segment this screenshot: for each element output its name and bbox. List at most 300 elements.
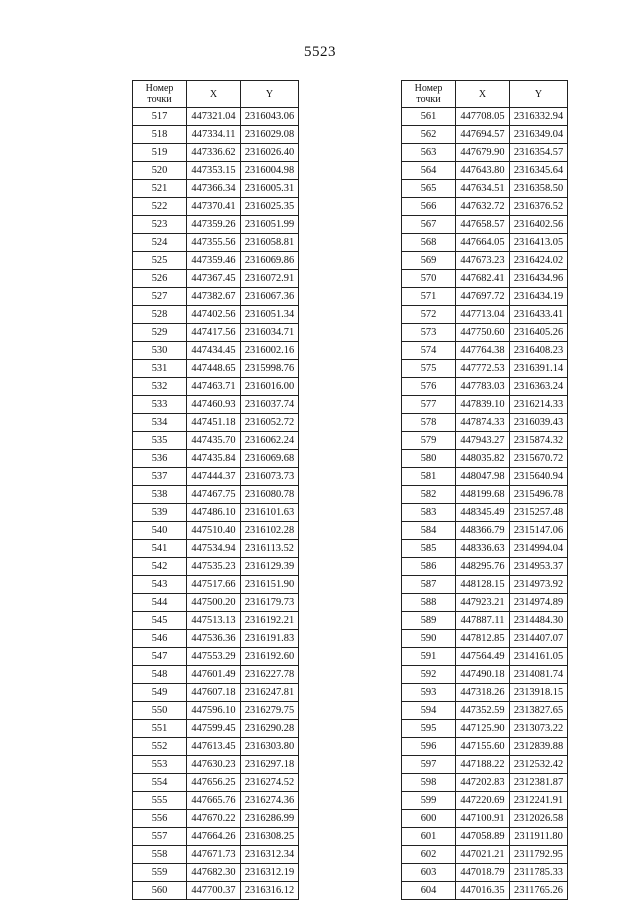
cell-y: 2315874.32 [510,432,568,450]
table-row [133,792,299,810]
cell-point-number: 564 [402,162,456,180]
table-row [402,198,568,216]
table-row [133,468,299,486]
cell-point-number: 583 [402,504,456,522]
cell-y: 2316312.34 [241,846,299,864]
cell-x: 447596.10 [187,702,241,720]
cell-y: 2316002.16 [241,342,299,360]
page-number: 5523 [304,44,336,60]
cell-y: 2314953.37 [510,558,568,576]
table-row [133,576,299,594]
cell-x: 447673.23 [456,252,510,270]
cell-x: 447417.56 [187,324,241,342]
cell-x: 447682.30 [187,864,241,882]
table-row [133,432,299,450]
cell-x: 447601.49 [187,666,241,684]
cell-point-number: 529 [133,324,187,342]
table-row [402,684,568,702]
cell-point-number: 559 [133,864,187,882]
cell-y: 2316349.04 [510,126,568,144]
cell-x: 448366.79 [456,522,510,540]
cell-y: 2316037.74 [241,396,299,414]
table-row [402,342,568,360]
table-row [133,828,299,846]
cell-y: 2311785.33 [510,864,568,882]
cell-point-number: 520 [133,162,187,180]
cell-x: 447460.93 [187,396,241,414]
cell-y: 2315257.48 [510,504,568,522]
table-row [133,774,299,792]
cell-y: 2316025.35 [241,198,299,216]
cell-y: 2316354.57 [510,144,568,162]
table-row [133,216,299,234]
cell-y: 2316029.08 [241,126,299,144]
cell-point-number: 570 [402,270,456,288]
table-row [133,144,299,162]
cell-y: 2316005.31 [241,180,299,198]
cell-x: 447517.66 [187,576,241,594]
table-row [133,324,299,342]
table-row [133,198,299,216]
table-row [402,738,568,756]
cell-x: 447656.25 [187,774,241,792]
cell-y: 2316052.72 [241,414,299,432]
cell-x: 447100.91 [456,810,510,828]
cell-x: 447664.05 [456,234,510,252]
cell-y: 2316424.02 [510,252,568,270]
cell-x: 447463.71 [187,378,241,396]
cell-point-number: 523 [133,216,187,234]
cell-point-number: 596 [402,738,456,756]
cell-x: 448345.49 [456,504,510,522]
cell-y: 2316316.12 [241,882,299,900]
table-row [402,162,568,180]
table-row [402,468,568,486]
cell-x: 447435.84 [187,450,241,468]
table-row [133,810,299,828]
cell-point-number: 563 [402,144,456,162]
table-row [133,342,299,360]
cell-point-number: 519 [133,144,187,162]
cell-point-number: 591 [402,648,456,666]
cell-point-number: 527 [133,288,187,306]
cell-x: 447700.37 [187,882,241,900]
cell-x: 447486.10 [187,504,241,522]
table-row [402,486,568,504]
cell-point-number: 598 [402,774,456,792]
cell-x: 447634.51 [456,180,510,198]
table-row [402,288,568,306]
cell-point-number: 550 [133,702,187,720]
cell-x: 447353.15 [187,162,241,180]
cell-x: 447630.23 [187,756,241,774]
table-row [402,576,568,594]
cell-point-number: 595 [402,720,456,738]
cell-y: 2315998.76 [241,360,299,378]
table-row [133,450,299,468]
cell-point-number: 586 [402,558,456,576]
table-row [402,828,568,846]
table-row [133,270,299,288]
cell-y: 2316376.52 [510,198,568,216]
table-header-row [133,81,299,108]
cell-x: 448199.68 [456,486,510,504]
cell-y: 2316069.68 [241,450,299,468]
cell-y: 2316405.26 [510,324,568,342]
table-row [133,540,299,558]
cell-y: 2316332.94 [510,108,568,126]
cell-y: 2316058.81 [241,234,299,252]
cell-x: 447812.85 [456,630,510,648]
cell-point-number: 587 [402,576,456,594]
cell-point-number: 581 [402,468,456,486]
cell-point-number: 577 [402,396,456,414]
cell-point-number: 573 [402,324,456,342]
cell-x: 447607.18 [187,684,241,702]
cell-point-number: 546 [133,630,187,648]
cell-x: 447018.79 [456,864,510,882]
cell-x: 447448.65 [187,360,241,378]
table-row [402,648,568,666]
cell-point-number: 528 [133,306,187,324]
cell-x: 447697.72 [456,288,510,306]
table-row [402,144,568,162]
cell-x: 447664.26 [187,828,241,846]
table-row [402,324,568,342]
cell-x: 447553.29 [187,648,241,666]
table-row [402,540,568,558]
cell-x: 447682.41 [456,270,510,288]
cell-y: 2316274.52 [241,774,299,792]
cell-y: 2316391.14 [510,360,568,378]
table-row [133,378,299,396]
cell-point-number: 556 [133,810,187,828]
cell-y: 2316062.24 [241,432,299,450]
table-row [133,180,299,198]
cell-y: 2316408.23 [510,342,568,360]
cell-y: 2316358.50 [510,180,568,198]
cell-x: 447874.33 [456,414,510,432]
cell-point-number: 536 [133,450,187,468]
table-row [133,648,299,666]
cell-y: 2316303.80 [241,738,299,756]
cell-point-number: 597 [402,756,456,774]
cell-x: 448295.76 [456,558,510,576]
header-point-number: Номер точки [133,81,187,108]
cell-point-number: 590 [402,630,456,648]
cell-x: 447658.57 [456,216,510,234]
cell-y: 2316039.43 [510,414,568,432]
cell-x: 447434.45 [187,342,241,360]
cell-x: 447352.59 [456,702,510,720]
table-row [133,594,299,612]
cell-x: 447599.45 [187,720,241,738]
table-row [402,702,568,720]
table-row [402,864,568,882]
cell-y: 2316051.34 [241,306,299,324]
cell-y: 2312026.58 [510,810,568,828]
cell-x: 448336.63 [456,540,510,558]
table-row [402,666,568,684]
cell-point-number: 540 [133,522,187,540]
cell-x: 447513.13 [187,612,241,630]
cell-point-number: 580 [402,450,456,468]
cell-y: 2314407.07 [510,630,568,648]
cell-point-number: 547 [133,648,187,666]
cell-point-number: 593 [402,684,456,702]
table-row [402,558,568,576]
cell-y: 2311765.26 [510,882,568,900]
table-row [402,180,568,198]
table-row [133,612,299,630]
table-row [133,756,299,774]
cell-x: 447359.46 [187,252,241,270]
cell-x: 447535.23 [187,558,241,576]
header-x: X [187,81,241,108]
table-row [133,864,299,882]
cell-y: 2316345.64 [510,162,568,180]
header-x: X [456,81,510,108]
table-row [133,108,299,126]
table-row [402,792,568,810]
cell-x: 447155.60 [456,738,510,756]
cell-point-number: 571 [402,288,456,306]
cell-y: 2316179.73 [241,594,299,612]
cell-y: 2316113.52 [241,540,299,558]
cell-y: 2316402.56 [510,216,568,234]
cell-point-number: 592 [402,666,456,684]
cell-point-number: 554 [133,774,187,792]
table-row [402,756,568,774]
cell-y: 2314973.92 [510,576,568,594]
cell-point-number: 551 [133,720,187,738]
cell-x: 447321.04 [187,108,241,126]
cell-point-number: 541 [133,540,187,558]
cell-y: 2316101.63 [241,504,299,522]
cell-x: 447402.56 [187,306,241,324]
table-row [133,522,299,540]
cell-point-number: 569 [402,252,456,270]
cell-point-number: 518 [133,126,187,144]
table-row [402,306,568,324]
table-row [133,234,299,252]
table-row [133,288,299,306]
cell-x: 447355.56 [187,234,241,252]
cell-x: 448047.98 [456,468,510,486]
cell-x: 447772.53 [456,360,510,378]
cell-point-number: 578 [402,414,456,432]
cell-x: 447671.73 [187,846,241,864]
cell-point-number: 584 [402,522,456,540]
cell-y: 2316434.19 [510,288,568,306]
cell-x: 447021.21 [456,846,510,864]
table-row [402,234,568,252]
cell-point-number: 533 [133,396,187,414]
cell-x: 447613.45 [187,738,241,756]
cell-y: 2316214.33 [510,396,568,414]
cell-x: 447336.62 [187,144,241,162]
cell-x: 447058.89 [456,828,510,846]
cell-point-number: 532 [133,378,187,396]
cell-x: 447694.57 [456,126,510,144]
cell-point-number: 544 [133,594,187,612]
cell-x: 447451.18 [187,414,241,432]
cell-point-number: 599 [402,792,456,810]
cell-point-number: 526 [133,270,187,288]
table-row [133,666,299,684]
cell-point-number: 542 [133,558,187,576]
cell-point-number: 530 [133,342,187,360]
cell-x: 447359.26 [187,216,241,234]
cell-point-number: 582 [402,486,456,504]
cell-x: 447435.70 [187,432,241,450]
table-row [402,450,568,468]
cell-x: 447764.38 [456,342,510,360]
cell-point-number: 558 [133,846,187,864]
table-row [133,738,299,756]
cell-x: 447564.49 [456,648,510,666]
cell-x: 447125.90 [456,720,510,738]
table-row [402,504,568,522]
cell-y: 2316080.78 [241,486,299,504]
cell-point-number: 562 [402,126,456,144]
table-row [402,360,568,378]
table-row [133,882,299,900]
cell-x: 447713.04 [456,306,510,324]
table-row [133,720,299,738]
table-row [402,432,568,450]
cell-y: 2314974.89 [510,594,568,612]
cell-y: 2313073.22 [510,720,568,738]
cell-point-number: 602 [402,846,456,864]
cell-y: 2316051.99 [241,216,299,234]
cell-point-number: 537 [133,468,187,486]
cell-y: 2316192.60 [241,648,299,666]
cell-point-number: 539 [133,504,187,522]
cell-x: 447366.34 [187,180,241,198]
cell-point-number: 517 [133,108,187,126]
header-y: Y [241,81,299,108]
table-row [402,252,568,270]
table-row [402,216,568,234]
cell-point-number: 545 [133,612,187,630]
table-row [133,846,299,864]
table-row [133,252,299,270]
cell-point-number: 549 [133,684,187,702]
cell-x: 447632.72 [456,198,510,216]
cell-y: 2313827.65 [510,702,568,720]
cell-y: 2316026.40 [241,144,299,162]
cell-point-number: 600 [402,810,456,828]
coordinates-table-right [401,80,568,900]
cell-x: 447679.90 [456,144,510,162]
coordinates-table-left [132,80,299,900]
cell-y: 2312381.87 [510,774,568,792]
cell-point-number: 585 [402,540,456,558]
cell-x: 448128.15 [456,576,510,594]
cell-y: 2316433.41 [510,306,568,324]
cell-y: 2316067.36 [241,288,299,306]
table-row [402,810,568,828]
cell-y: 2315147.06 [510,522,568,540]
cell-y: 2316312.19 [241,864,299,882]
cell-point-number: 535 [133,432,187,450]
cell-point-number: 552 [133,738,187,756]
table-row [402,522,568,540]
table-row [133,360,299,378]
cell-y: 2316016.00 [241,378,299,396]
cell-point-number: 601 [402,828,456,846]
cell-x: 447370.41 [187,198,241,216]
cell-x: 447490.18 [456,666,510,684]
cell-y: 2316073.73 [241,468,299,486]
table-header-row [402,81,568,108]
table-row [402,846,568,864]
cell-point-number: 531 [133,360,187,378]
cell-point-number: 555 [133,792,187,810]
cell-y: 2316279.75 [241,702,299,720]
header-point-number: Номер точки [402,81,456,108]
cell-y: 2316069.86 [241,252,299,270]
cell-x: 447188.22 [456,756,510,774]
cell-y: 2316290.28 [241,720,299,738]
cell-y: 2316434.96 [510,270,568,288]
table-row [402,126,568,144]
cell-y: 2316308.25 [241,828,299,846]
cell-x: 447367.45 [187,270,241,288]
cell-y: 2313918.15 [510,684,568,702]
table-row [133,504,299,522]
cell-y: 2316297.18 [241,756,299,774]
cell-point-number: 589 [402,612,456,630]
cell-x: 447536.36 [187,630,241,648]
cell-y: 2315496.78 [510,486,568,504]
cell-y: 2316191.83 [241,630,299,648]
cell-point-number: 534 [133,414,187,432]
table-row [402,594,568,612]
cell-point-number: 553 [133,756,187,774]
cell-x: 447500.20 [187,594,241,612]
cell-point-number: 522 [133,198,187,216]
cell-x: 447887.11 [456,612,510,630]
cell-y: 2311792.95 [510,846,568,864]
cell-x: 447943.27 [456,432,510,450]
cell-x: 447202.83 [456,774,510,792]
cell-x: 447839.10 [456,396,510,414]
cell-x: 448035.82 [456,450,510,468]
cell-y: 2316004.98 [241,162,299,180]
cell-x: 447016.35 [456,882,510,900]
cell-x: 447510.40 [187,522,241,540]
cell-point-number: 575 [402,360,456,378]
cell-y: 2316192.21 [241,612,299,630]
table-row [402,882,568,900]
cell-point-number: 565 [402,180,456,198]
cell-x: 447783.03 [456,378,510,396]
table-body [133,108,299,900]
cell-point-number: 604 [402,882,456,900]
table-row [402,720,568,738]
cell-y: 2314994.04 [510,540,568,558]
cell-x: 447334.11 [187,126,241,144]
cell-point-number: 576 [402,378,456,396]
cell-y: 2314081.74 [510,666,568,684]
cell-y: 2316363.24 [510,378,568,396]
cell-point-number: 543 [133,576,187,594]
table-row [402,612,568,630]
table-row [133,396,299,414]
cell-y: 2316413.05 [510,234,568,252]
